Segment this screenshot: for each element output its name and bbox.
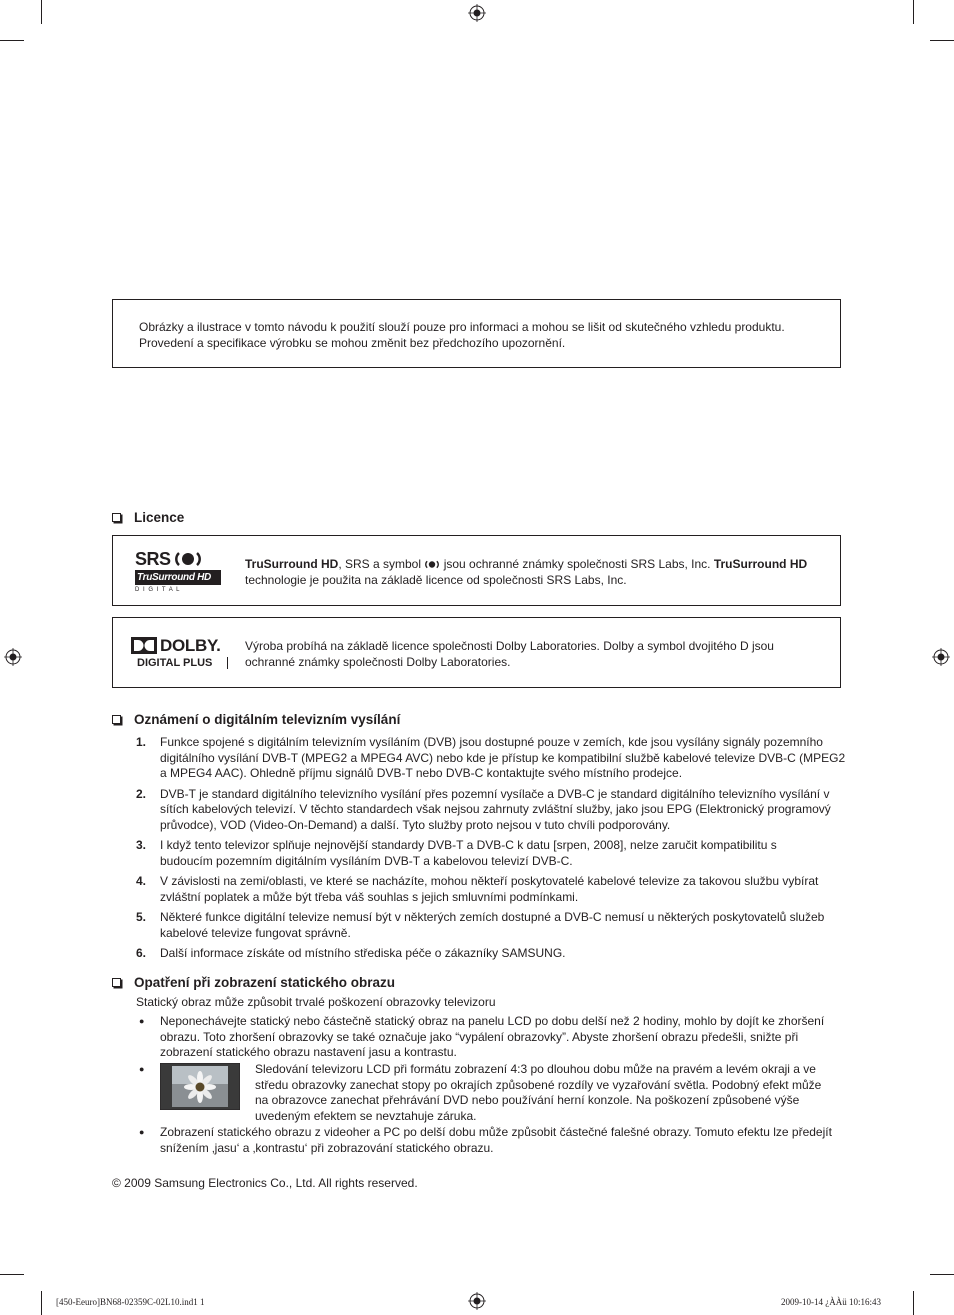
dolby-line-2: ochranné známky společnosti Dolby Laboratories. bbox=[245, 654, 511, 669]
static-image-title: Opatření při zobrazení statického obrazu bbox=[134, 975, 396, 990]
srs-digital-label: D I G I T A L bbox=[135, 587, 181, 593]
dolby-licence-text bbox=[245, 639, 835, 670]
digital-plus-label: DIGITAL PLUS bbox=[137, 657, 228, 669]
dolby-logo bbox=[131, 637, 231, 673]
list-item: 5. Některé funkce digitální televize nemusí být v některých zemích dostupné a DVB-C nemusí u některých poskytovatelů služeb kabelové televize fungovat správně. bbox=[136, 910, 825, 940]
srs-logo bbox=[135, 550, 225, 594]
list-item: 1. Funkce spojené s digitálním televizním vysíláním (DVB) jsou dostupné pouze v zemích, kde jsou vysílány signály pozemního digitálního vysílání DVB-T (MPEG2 a MPEG4 AVC) nebo kde je přístup ke kompatibilní službě kabelové televize DVB-C (MPEG2 a MPEG4 AAC). Ohledně příjmu signálů DVB-T nebo DVB-C kontaktujte svého místního prodejce. bbox=[136, 735, 846, 780]
list-item: 2. DVB-T je standard digitálního televizního vysílání přes pozemní vysílače a DVB-C je standard digitálního televizního vysílání v sítích kabelových televizí. V těchto standardech však nejsou zahrnuty zvláštní služby, jako jsou EPG (Elektronický programový průvodce), VOD (Video-On-Demand) a další. Tyto služby proto nejsou v tuto chvíli podporovány. bbox=[136, 786, 831, 832]
footer-timestamp: 2009-10-14 ¿ÀÀü 10:16:43 bbox=[781, 1297, 881, 1307]
copyright: © 2009 Samsung Electronics Co., Ltd. All rights reserved. bbox=[112, 1176, 418, 1190]
licence-title: Licence bbox=[134, 510, 185, 525]
crop-mark bbox=[0, 40, 24, 41]
list-item: 4. V závislosti na zemi/oblasti, ve které se nacházíte, mohou někteří poskytovatelé kabelové televize za takovou službu vybírat zvláštní poplatek a může být třeba váš souhlas s jejich smluvními podmínkami. bbox=[136, 874, 819, 904]
list-item: ● Neponechávejte statický nebo částečně statický obraz na panelu LCD po dobu delší než 2 hodiny, mohlo by dojít ke zhoršení obrazu. Toto zhoršení obrazovky se také označuje jako “vypálení obrazovky”. Abyste zhoršení obrazu předešli, snižte při zobrazení statického obrazu nastavení jasu a kontrastu. bbox=[136, 1014, 841, 1061]
bullet-icon: ● bbox=[139, 1016, 145, 1026]
srs-line-2: technologie je použita na základě licence od společnosti SRS Labs, Inc. bbox=[245, 572, 627, 587]
crop-mark bbox=[930, 40, 954, 41]
crop-mark bbox=[913, 1291, 914, 1315]
disclaimer-line-2: Provedení a specifikace výrobku se mohou změnit bez předchozího upozornění. bbox=[139, 336, 566, 350]
list-item: 3. I když tento televizor splňuje nejnovější standardy DVB-T a DVB-C k datu [srpen, 2008], nelze zaručit kompatibilitu s budoucím pozemním digitálním vysíláním DVB-T a kabelovou televizí DVB-C. bbox=[136, 838, 777, 868]
crop-mark bbox=[41, 0, 42, 24]
srs-licence-text bbox=[245, 557, 835, 588]
crop-mark bbox=[913, 0, 914, 24]
bullet-icon: ● bbox=[139, 1127, 145, 1137]
trusurround-bold-2: TruSurround HD bbox=[713, 557, 808, 571]
licence-heading bbox=[112, 510, 184, 525]
crop-mark bbox=[930, 1274, 954, 1275]
bullet-icon: ● bbox=[139, 1064, 145, 1074]
dvb-list bbox=[136, 735, 846, 967]
checkbox-square-icon bbox=[112, 978, 121, 987]
registration-mark-icon bbox=[4, 648, 22, 666]
static-bullets-1 bbox=[136, 1014, 841, 1062]
checkbox-square-icon bbox=[112, 715, 121, 724]
registration-mark-icon bbox=[468, 4, 486, 22]
static-intro: Statický obraz může způsobit trvalé poškození obrazovky televizoru bbox=[136, 995, 496, 1009]
srs-line-1: TruSurround HD, SRS a symbol jsou ochranné známky společnosti SRS Labs, Inc. TruSurround HD bbox=[245, 557, 808, 571]
srs-circle-symbol-icon bbox=[173, 551, 203, 567]
dolby-line-1: Výroba probíhá na základě licence společnosti Dolby Laboratories. Dolby a symbol dvojitého D jsou bbox=[245, 639, 774, 653]
static-bullets-3 bbox=[136, 1125, 841, 1157]
list-item: ● Zobrazení statického obrazu z videoher a PC po delší dobu může způsobit částečné falešné obrazy. Tomuto efektu lze předejít snížením ‚jasu‘ a ‚kontrastu‘ při zobrazování statického obrazu. bbox=[136, 1125, 841, 1156]
disclaimer-line-1: Obrázky a ilustrace v tomto návodu k použití slouží pouze pro informaci a mohou se lišit od skutečného vzhledu produktu. bbox=[139, 320, 785, 334]
dvb-heading bbox=[112, 712, 400, 727]
trusurround-badge: TruSurround HD bbox=[135, 570, 221, 585]
dolby-logo-text: DOLBY. bbox=[160, 636, 221, 655]
tv-flower-image bbox=[160, 1063, 240, 1110]
dolby-double-d-icon bbox=[131, 637, 157, 654]
dolby-licence-box bbox=[112, 617, 841, 688]
static-image-heading bbox=[112, 975, 395, 990]
trusurround-bold-1: TruSurround HD bbox=[245, 557, 339, 571]
list-item: 6. Další informace získáte od místního střediska péče o zákazníky SAMSUNG. bbox=[136, 946, 566, 960]
registration-mark-icon bbox=[468, 1292, 486, 1310]
crop-mark bbox=[0, 1274, 24, 1275]
srs-logo-text: SRS bbox=[135, 549, 171, 569]
disclaimer-box bbox=[112, 299, 841, 368]
dvb-title: Oznámení o digitálním televizním vysílání bbox=[134, 712, 401, 727]
footer-file-info: [450-Eeuro]BN68-02359C-02L10.ind1 1 bbox=[56, 1297, 205, 1307]
static-bullet-2-text: Sledování televizoru LCD při formátu zobrazení 4:3 po dlouhou dobu může na pravém a levém okraji a ve středu obrazovky zanechat stopy po okrajích způsobené rozdíly ve vyzařování světla. Podobný efekt může na obrazovce zanechat přehrávání DVD nebo používání herní konzole. Na poškození způsobené výše uvedeným efektem se nevztahuje záruka. bbox=[255, 1062, 822, 1123]
checkbox-square-icon bbox=[112, 513, 121, 522]
registration-mark-icon bbox=[932, 648, 950, 666]
srs-licence-box bbox=[112, 535, 841, 606]
crop-mark bbox=[41, 1291, 42, 1315]
srs-inline-symbol-icon bbox=[424, 560, 440, 569]
